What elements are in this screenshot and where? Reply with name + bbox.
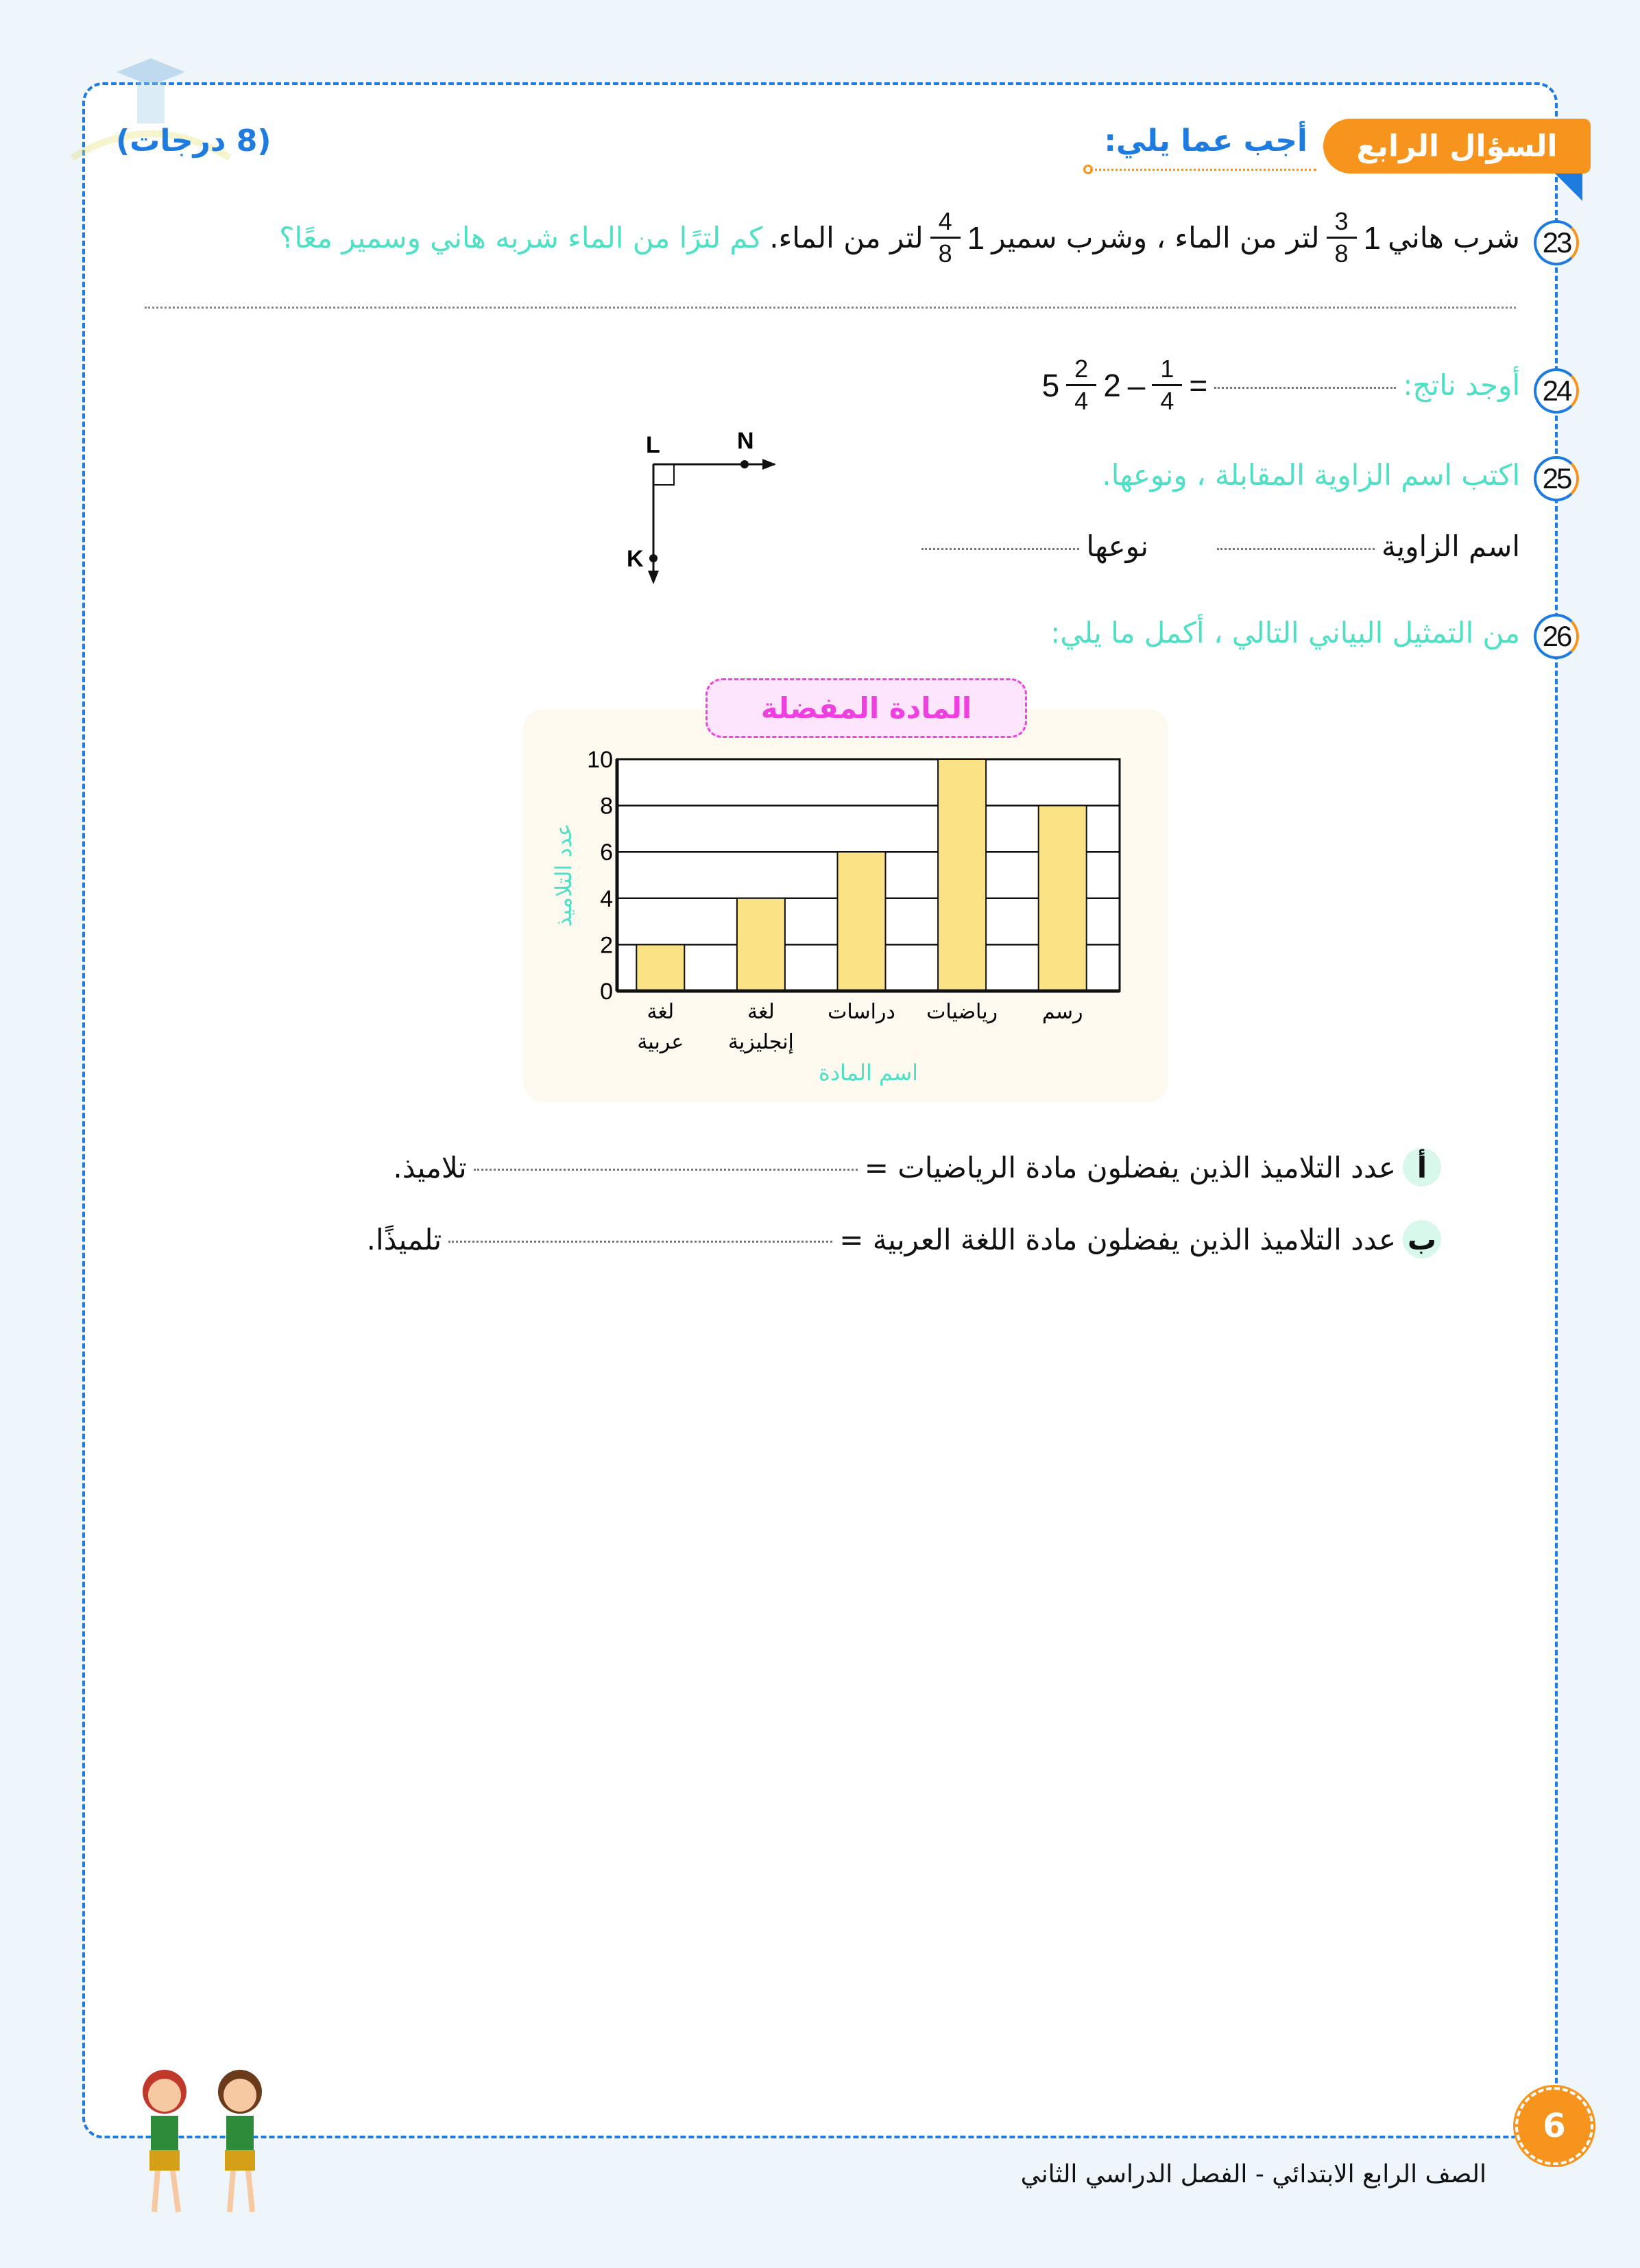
- angle-type-label: نوعها: [1086, 529, 1149, 563]
- question-24: [1042, 357, 1520, 414]
- denominator: 4: [1074, 387, 1089, 415]
- q23-text-3: لتر من الماء.: [769, 221, 924, 254]
- fraction-a: [1066, 357, 1096, 414]
- y-tick-label: 0: [600, 979, 613, 1005]
- x-tick-label: رسم: [1041, 1000, 1083, 1024]
- question-23: [279, 209, 1520, 266]
- y-tick-label: 4: [600, 885, 613, 912]
- q23-text-1: شرب هاني: [1388, 221, 1520, 254]
- bar: [838, 852, 886, 991]
- x-tick-label: دراسات: [828, 1000, 895, 1024]
- question-number-23: 23: [1534, 220, 1579, 265]
- y-axis-label: عدد التلاميذ: [551, 823, 577, 927]
- q23-fraction-1: [1327, 209, 1357, 266]
- instruction: أجب عما يلي:: [1104, 123, 1307, 158]
- numerator: 4: [938, 207, 952, 235]
- bar: [636, 944, 684, 991]
- q23-fraction-2: [930, 209, 961, 266]
- whole-b: 2: [1103, 367, 1121, 403]
- numerator: 3: [1334, 207, 1349, 235]
- y-tick-label: 10: [587, 747, 613, 773]
- q24-label: أوجد ناتج:: [1403, 368, 1520, 402]
- answer-b-text: عدد التلاميذ الذين يفضلون مادة اللغة العربية =: [839, 1222, 1396, 1256]
- numerator: 1: [1160, 355, 1174, 383]
- header-tab-tail: [1555, 174, 1582, 201]
- angle-name-blank[interactable]: [1217, 543, 1375, 550]
- fraction-b: [1152, 357, 1182, 414]
- q23-whole-2: 1: [967, 219, 985, 256]
- page-number: 6: [1515, 2087, 1593, 2165]
- answer-letter-b: ب: [1403, 1220, 1441, 1258]
- x-axis-label: اسم المادة: [818, 1060, 919, 1086]
- q23-whole-1: 1: [1363, 219, 1382, 256]
- y-tick-label: 6: [600, 839, 613, 866]
- bar: [938, 759, 986, 991]
- right-angle-mark: [653, 464, 674, 485]
- question-title: السؤال الرابع: [1323, 119, 1591, 174]
- arrow-K: [648, 571, 659, 584]
- q25-answers: [921, 529, 1520, 563]
- whole-a: 5: [1041, 367, 1060, 403]
- denominator: 8: [938, 239, 952, 267]
- point-K: K: [627, 546, 644, 572]
- answer-a: [393, 1148, 1441, 1186]
- question-number-25: 25: [1534, 456, 1579, 501]
- angle-figure: [617, 432, 788, 590]
- point-L: L: [646, 432, 660, 458]
- x-tick-label: لغة: [647, 1000, 675, 1024]
- answer-a-text: عدد التلاميذ الذين يفضلون مادة الرياضيات =: [864, 1150, 1396, 1184]
- x-tick-label: رياضيات: [926, 1000, 998, 1024]
- denominator: 4: [1160, 387, 1174, 415]
- answer-line[interactable]: [145, 307, 1516, 309]
- instruction-dot: [1083, 165, 1093, 174]
- bar: [737, 898, 785, 991]
- q23-question: كم لترًا من الماء شربه هاني وسمير معًا؟: [279, 221, 763, 254]
- footer-text: الصف الرابع الابتدائي - الفصل الدراسي الثاني: [1020, 2160, 1486, 2188]
- chart-title: المادة المفضلة: [706, 678, 1027, 738]
- arrow-N: [762, 459, 776, 470]
- bar: [1039, 806, 1087, 991]
- minus-sign: –: [1127, 367, 1146, 403]
- numerator: 2: [1074, 355, 1089, 383]
- angle-name-label: اسم الزاوية: [1382, 529, 1520, 563]
- answer-a-blank[interactable]: [474, 1164, 858, 1171]
- instruction-underline: [1090, 169, 1316, 171]
- x-tick-label: لغة: [747, 1000, 775, 1024]
- x-tick-label: إنجليزية: [727, 1030, 794, 1054]
- point-N: N: [737, 432, 754, 454]
- x-tick-label: عربية: [637, 1030, 684, 1054]
- q26-label: من التمثيل البياني التالي ، أكمل ما يلي:: [1050, 616, 1520, 649]
- answer-b-blank[interactable]: [448, 1236, 832, 1243]
- y-tick-label: 2: [600, 932, 613, 959]
- q23-text-2: لتر من الماء ، وشرب سمير: [991, 221, 1320, 254]
- bar-chart: [523, 738, 1168, 1102]
- answer-a-unit: تلاميذ.: [393, 1150, 467, 1184]
- answer-letter-a: أ: [1403, 1148, 1441, 1186]
- question-number-26: 26: [1534, 614, 1579, 659]
- denominator: 8: [1334, 239, 1349, 267]
- answer-b: [367, 1220, 1441, 1258]
- q24-answer-blank[interactable]: [1214, 382, 1396, 389]
- equals-sign: =: [1189, 367, 1208, 403]
- marks: (8 درجات): [116, 123, 272, 158]
- y-tick-label: 8: [600, 793, 613, 820]
- children-illustration: [117, 2057, 309, 2222]
- answer-b-unit: تلميذًا.: [366, 1222, 442, 1256]
- q25-label: اكتب اسم الزاوية المقابلة ، ونوعها.: [1102, 458, 1520, 492]
- angle-type-blank[interactable]: [921, 543, 1079, 550]
- question-number-24: 24: [1534, 368, 1579, 414]
